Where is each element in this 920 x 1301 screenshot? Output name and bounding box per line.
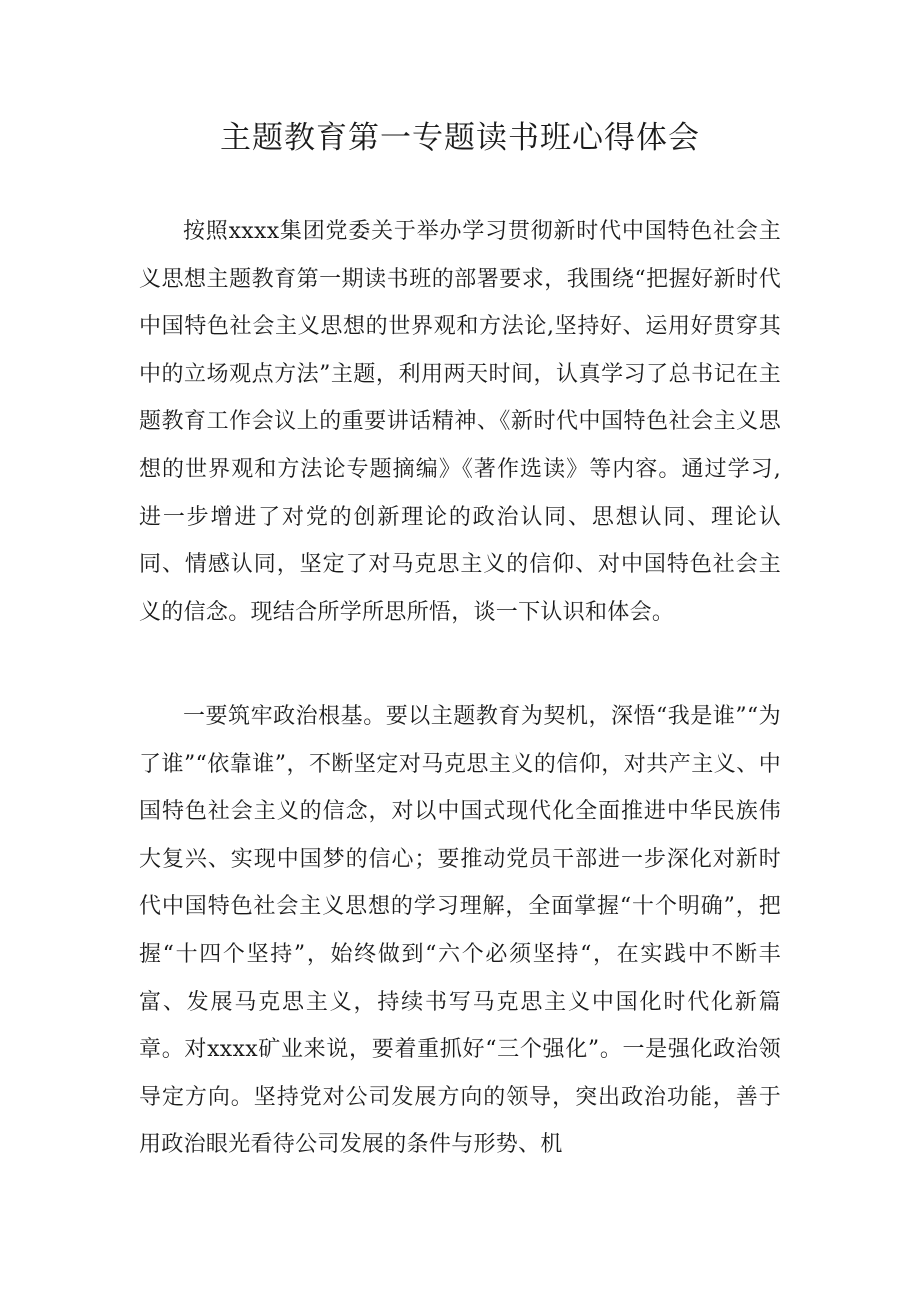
document-title: 主题教育第一专题读书班心得体会: [220, 120, 700, 156]
paragraph-intro: 按照xxxx集团党委关于举办学习贯彻新时代中国特色社会主义思想主题教育第一期读书班的部署要求，我围绕“把握好新时代中国特色社会主义思想的世界观和方法论,坚持好、运用好贯穿其中的立场观点方法”主题，利用两天时间，认真学习了总书记在主题教育工作会议上的重要讲话精神、《新时代中国特色社会主义思想的世界观和方法论专题摘编》《著作选读》等内容。通过学习,进一步增进了对党的创新理论的政治认同、思想认同、理论认同、情感认同，坚定了对马克思主义的信仰、对中国特色社会主义的信念。现结合所学所思所悟，谈一下认识和体会。: [139, 219, 781, 625]
paragraph-political-foundation: 一要筑牢政治根基。要以主题教育为契机，深悟“我是谁”“为了谁”“依靠谁”，不断坚定对马克思主义的信仰，对共产主义、中国特色社会主义的信念，对以中国式现代化全面推进中华民族伟大复兴、实现中国梦的信心；要推动党员干部进一步深化对新时代中国特色社会主义思想的学习理解，全面掌握“十个明确”，把握“十四个坚持”，始终做到“六个必须坚持“，在实践中不断丰富、发展马克思主义，持续书写马克思主义中国化时代化新篇章。对xxxx矿业来说，要着重抓好“三个强化”。一是强化政治领导定方向。坚持党对公司发展方向的领导，突出政治功能，善于用政治眼光看待公司发展的条件与形势、机: [139, 704, 781, 1158]
